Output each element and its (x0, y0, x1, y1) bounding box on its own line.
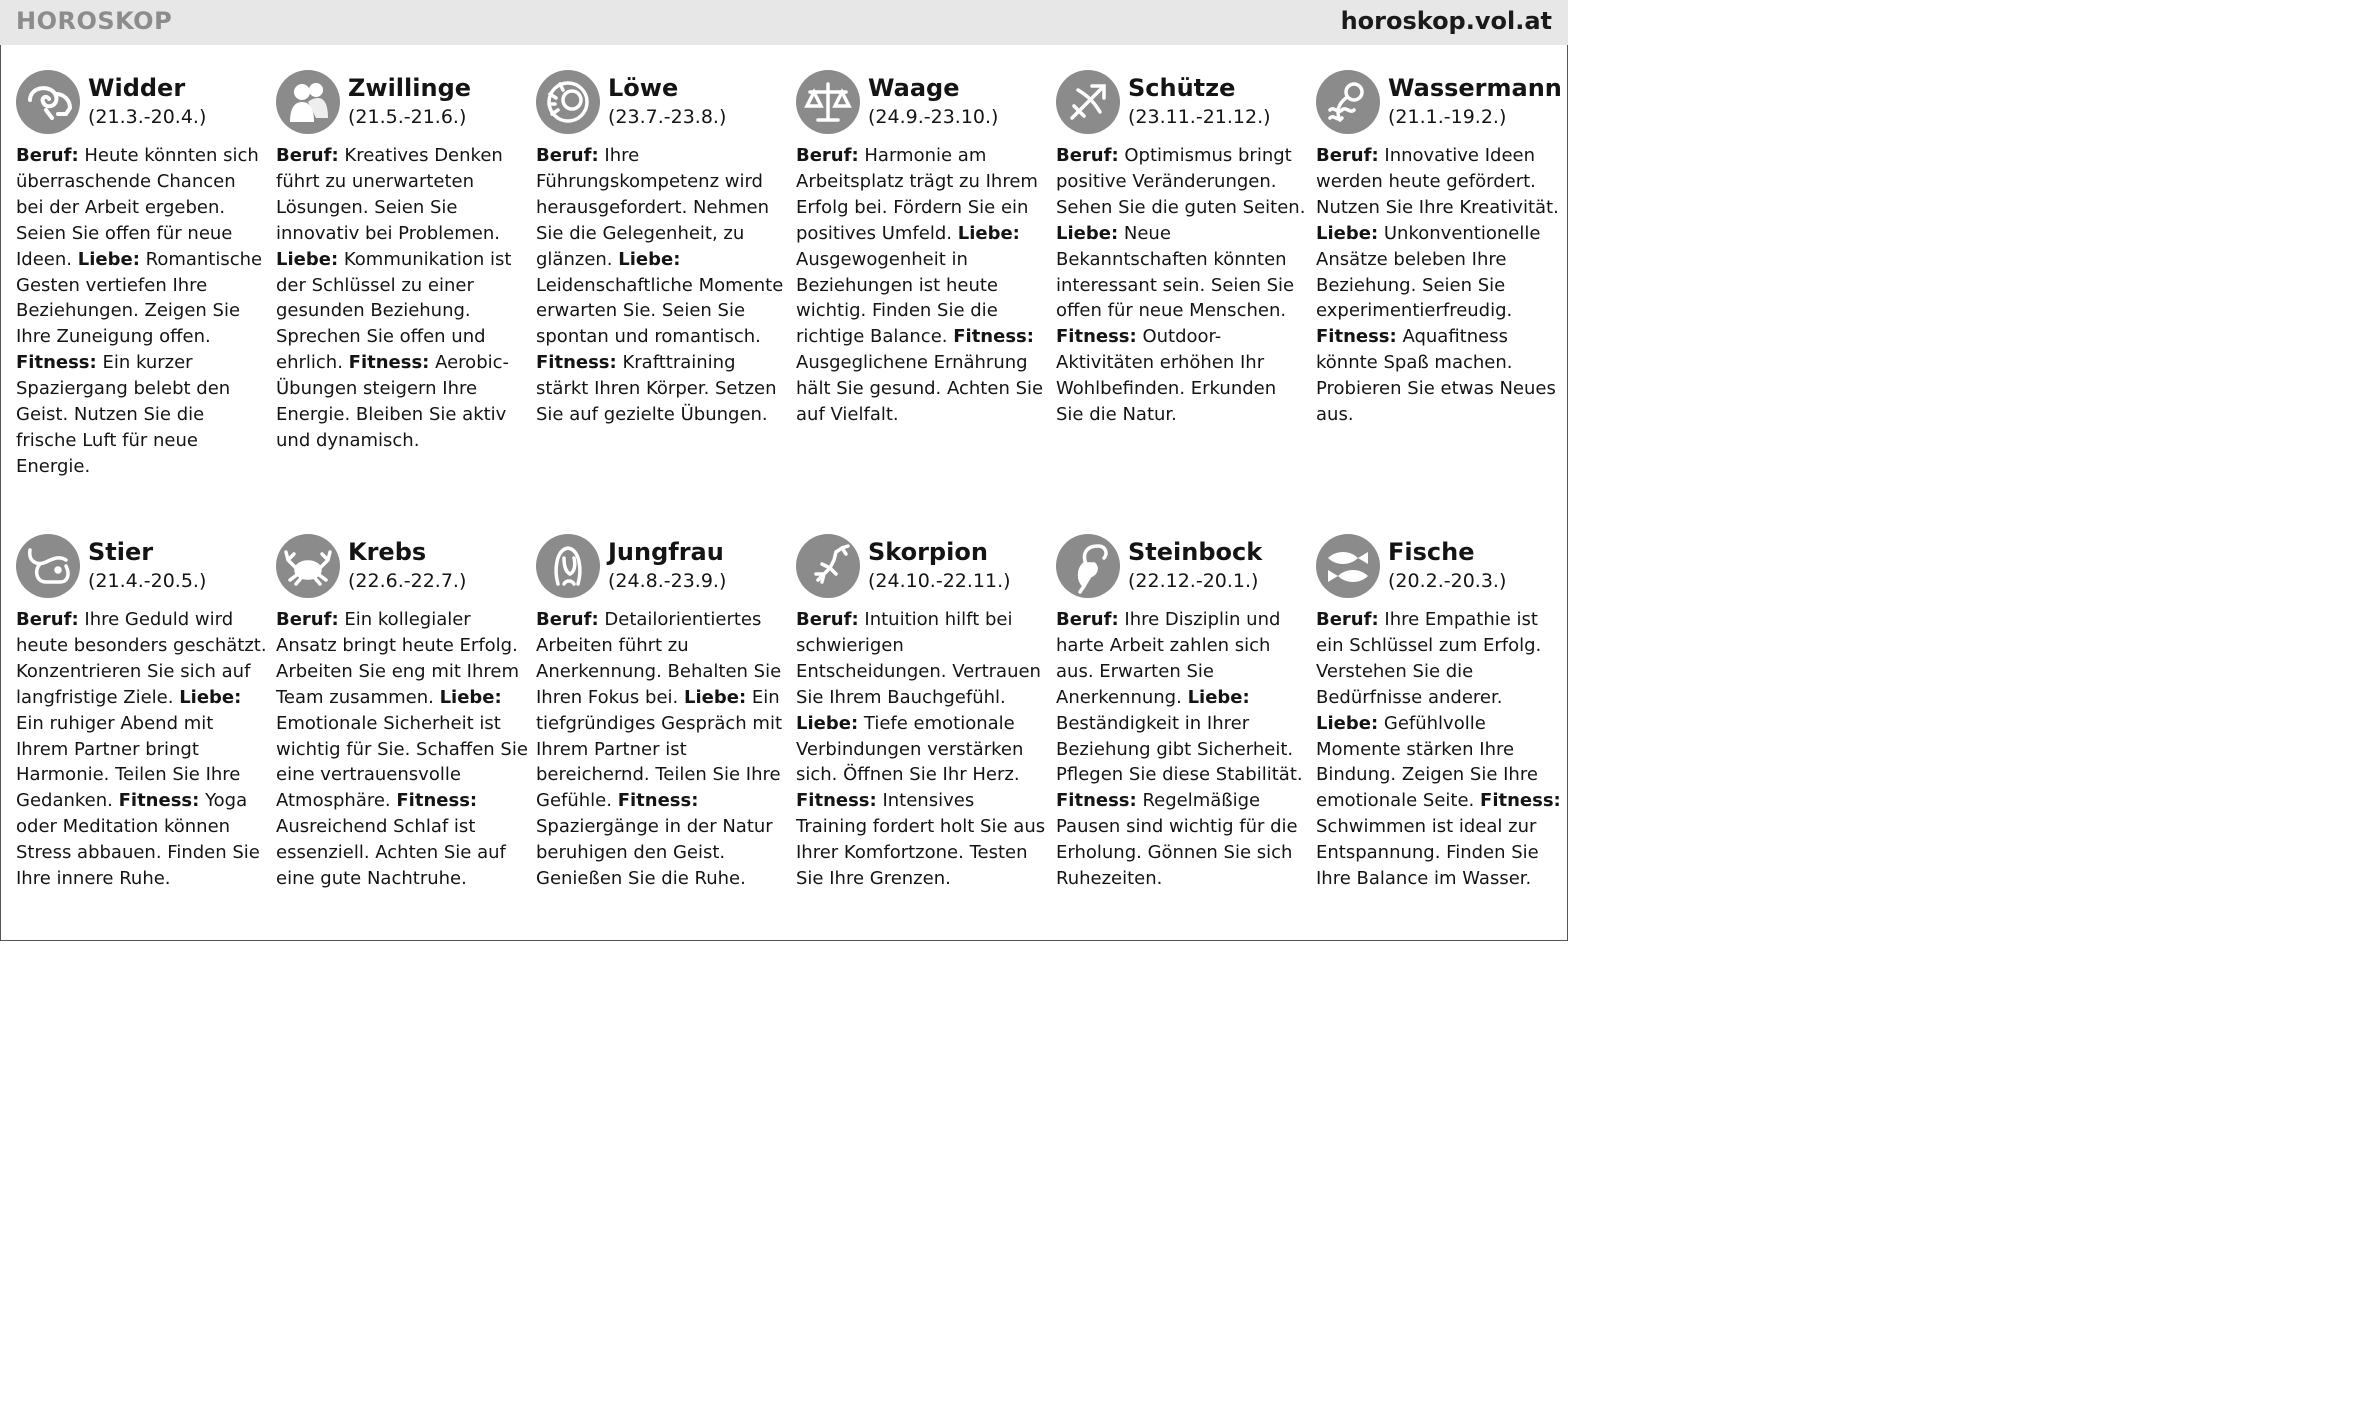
archer-icon (1056, 70, 1120, 134)
header-title: HOROSKOP (16, 7, 173, 35)
sign-name: Widder (88, 74, 186, 102)
fitness-text: Yoga oder Meditation können Stress abbauen. Finden Sie Ihre innere Ruhe. (16, 790, 260, 890)
beruf-label: Beruf: (16, 609, 79, 630)
beruf-label: Beruf: (536, 145, 599, 166)
fitness-label: Fitness: (617, 790, 699, 812)
fitness-text: Krafttraining stärkt Ihren Körper. Setzen Sie auf gezielte Übungen. (536, 352, 777, 426)
liebe-text: Gefühlvolle Momente stärken Ihre Bindung. Zeigen Sie Ihre emotionale Seite. (1316, 712, 1538, 812)
sign-name: Zwillinge (348, 74, 472, 102)
fitness-text: Spaziergänge in der Natur beruhigen den Geist. Genießen Sie die Ruhe. (536, 816, 773, 890)
sign-text (16, 143, 268, 480)
header-bar (0, 0, 1568, 45)
fitness-label: Fitness: (536, 352, 617, 374)
fitness-label: Fitness: (396, 790, 478, 812)
liebe-text: Neue Bekanntschaften könnten interessant sein. Seien Sie offen für neue Menschen. (1056, 222, 1295, 322)
liebe-text: Ein ruhiger Abend mit Ihrem Partner bringt Harmonie. Teilen Sie Ihre Gedanken. (16, 712, 241, 812)
beruf-label: Beruf: (796, 609, 859, 630)
fitness-label: Fitness: (1056, 790, 1137, 812)
beruf-text: Optimismus bringt positive Veränderungen. Sehen Sie die guten Seiten. (1056, 145, 1306, 218)
fitness-label: Fitness: (16, 352, 97, 374)
liebe-text: Ausgewogenheit in Beziehungen ist heute wichtig. Finden Sie die richtige Balance. (796, 248, 998, 348)
beruf-label: Beruf: (16, 145, 79, 166)
fitness-label: Fitness: (118, 790, 200, 812)
sign-text (1056, 607, 1308, 892)
liebe-text: Unkonventionelle Ansätze beleben Ihre Beziehung. Seien Sie experimentierfreudig. (1316, 222, 1541, 322)
beruf-text: Ein kollegialer Ansatz bringt heute Erfolg. Arbeiten Sie eng mit Ihrem Team zusammen. (276, 609, 519, 708)
lion-icon (536, 70, 600, 134)
liebe-label: Liebe: (618, 248, 681, 270)
sign-name: Fische (1388, 538, 1475, 566)
fitness-label: Fitness: (1056, 326, 1137, 348)
fitness-text: Ausreichend Schlaf ist essenziell. Achten Sie auf eine gute Nachtruhe. (276, 816, 506, 890)
virgin-icon (536, 534, 600, 598)
sign-dates: (22.12.-20.1.) (1128, 570, 1259, 592)
sign-name: Löwe (608, 74, 679, 102)
liebe-label: Liebe: (1316, 222, 1379, 244)
liebe-text: Kommunikation ist der Schlüssel zu einer gesunden Beziehung. Sprechen Sie offen und ehrlich. (276, 248, 512, 374)
liebe-label: Liebe: (1316, 712, 1379, 734)
sign-dates: (24.10.-22.11.) (868, 570, 1011, 592)
liebe-label: Liebe: (179, 686, 242, 708)
beruf-label: Beruf: (796, 145, 859, 166)
beruf-text: Innovative Ideen werden heute gefördert. Nutzen Sie Ihre Kreativität. (1316, 145, 1559, 218)
beruf-label: Beruf: (1056, 145, 1119, 166)
ram-icon (16, 70, 80, 134)
sign-text (1056, 143, 1308, 428)
liebe-label: Liebe: (276, 248, 339, 270)
goat-icon (1056, 534, 1120, 598)
liebe-label: Liebe: (684, 686, 747, 708)
sign-dates: (21.4.-20.5.) (88, 570, 207, 592)
liebe-label: Liebe: (77, 248, 140, 270)
sign-dates: (21.1.-19.2.) (1388, 106, 1507, 128)
sign-text (1316, 607, 1568, 892)
fitness-text: Ausgeglichene Ernährung hält Sie gesund. Achten Sie auf Vielfalt. (796, 352, 1044, 426)
beruf-label: Beruf: (276, 145, 339, 166)
beruf-label: Beruf: (276, 609, 339, 630)
scorpion-icon (796, 534, 860, 598)
sign-name: Wassermann (1388, 74, 1562, 102)
liebe-label: Liebe: (957, 222, 1020, 244)
liebe-label: Liebe: (1056, 222, 1119, 244)
sign-dates: (24.9.-23.10.) (868, 106, 999, 128)
beruf-label: Beruf: (1056, 609, 1119, 630)
beruf-text: Intuition hilft bei schwierigen Entscheidungen. Vertrauen Sie Ihrem Bauchgefühl. (796, 609, 1041, 708)
liebe-text: Romantische Gesten vertiefen Ihre Beziehungen. Zeigen Sie Ihre Zuneigung offen. (16, 248, 263, 348)
crab-icon (276, 534, 340, 598)
fitness-label: Fitness: (796, 790, 877, 812)
sign-name: Jungfrau (608, 538, 724, 566)
bull-icon (16, 534, 80, 598)
beruf-text: Detailorientiertes Arbeiten führt zu Anerkennung. Behalten Sie Ihren Fokus bei. (536, 609, 782, 708)
liebe-label: Liebe: (1187, 686, 1250, 708)
fitness-label: Fitness: (1316, 326, 1397, 348)
liebe-text: Tiefe emotionale Verbindungen verstärken sich. Öffnen Sie Ihr Herz. (796, 712, 1024, 786)
fitness-label: Fitness: (1480, 790, 1561, 812)
beruf-label: Beruf: (536, 609, 599, 630)
sign-dates: (21.5.-21.6.) (348, 106, 467, 128)
sign-dates: (22.6.-22.7.) (348, 570, 467, 592)
sign-text (536, 607, 788, 892)
sign-name: Stier (88, 538, 154, 566)
beruf-text: Harmonie am Arbeitsplatz trägt zu Ihrem Erfolg bei. Fördern Sie ein positives Umfeld. (796, 145, 1038, 244)
sign-dates: (21.3.-20.4.) (88, 106, 207, 128)
sign-name: Waage (868, 74, 960, 102)
fitness-text: Outdoor-Aktivitäten erhöhen Ihr Wohlbefinden. Erkunden Sie die Natur. (1056, 326, 1277, 426)
liebe-label: Liebe: (796, 712, 859, 734)
beruf-label: Beruf: (1316, 145, 1379, 166)
sign-text (276, 607, 528, 892)
sign-name: Krebs (348, 538, 427, 566)
fitness-text: Ein kurzer Spaziergang belebt den Geist. Nutzen Sie die frische Luft für neue Energie. (16, 352, 231, 477)
sign-text (1316, 143, 1568, 428)
liebe-text: Beständigkeit in Ihrer Beziehung gibt Sicherheit. Pflegen Sie diese Stabilität. (1056, 712, 1303, 786)
sign-text (16, 607, 268, 892)
fitness-text: Aerobic-Übungen steigern Ihre Energie. Bleiben Sie aktiv und dynamisch. (276, 352, 510, 451)
fitness-label: Fitness: (348, 352, 430, 374)
beruf-text: Ihre Geduld wird heute besonders geschätzt. Konzentrieren Sie sich auf langfristige Ziele. (16, 609, 267, 708)
beruf-label: Beruf: (1316, 609, 1379, 630)
header-site: horoskop.vol.at (1340, 7, 1552, 35)
sign-name: Schütze (1128, 74, 1236, 102)
sign-name: Skorpion (868, 538, 988, 566)
beruf-text: Ihre Führungskompetenz wird herausgefordert. Nehmen Sie die Gelegenheit, zu glänzen. (536, 145, 769, 270)
beruf-text: Kreatives Denken führt zu unerwarteten Lösungen. Seien Sie innovativ bei Problemen. (276, 145, 503, 244)
fitness-text: Schwimmen ist ideal zur Entspannung. Finden Sie Ihre Balance im Wasser. (1316, 816, 1539, 890)
fitness-text: Regelmäßige Pausen sind wichtig für die Erholung. Gönnen Sie sich Ruhezeiten. (1056, 790, 1298, 890)
sign-dates: (24.8.-23.9.) (608, 570, 727, 592)
water-bearer-icon (1316, 70, 1380, 134)
twins-icon (276, 70, 340, 134)
beruf-text: Ihre Empathie ist ein Schlüssel zum Erfolg. Verstehen Sie die Bedürfnisse anderer. (1316, 609, 1542, 708)
liebe-text: Emotionale Sicherheit ist wichtig für Sie. Schaffen Sie eine vertrauensvolle Atmosphäre. (276, 712, 528, 812)
beruf-text: Heute könnten sich überraschende Chancen bei der Arbeit ergeben. Seien Sie offen für neue Ideen. (16, 145, 259, 270)
liebe-text: Ein tiefgründiges Gespräch mit Ihrem Partner ist bereichernd. Teilen Sie Ihre Gefühle. (536, 686, 783, 812)
sign-text (796, 607, 1048, 892)
liebe-text: Leidenschaftliche Momente erwarten Sie. Seien Sie spontan und romantisch. (536, 274, 784, 348)
sign-dates: (23.7.-23.8.) (608, 106, 727, 128)
sign-text (796, 143, 1048, 428)
scales-icon (796, 70, 860, 134)
sign-dates: (20.2.-20.3.) (1388, 570, 1507, 592)
sign-text (536, 143, 788, 428)
sign-dates: (23.11.-21.12.) (1128, 106, 1271, 128)
beruf-text: Ihre Disziplin und harte Arbeit zahlen sich aus. Erwarten Sie Anerkennung. (1056, 609, 1281, 708)
sign-name: Steinbock (1128, 538, 1263, 566)
fitness-text: Aquafitness könnte Spaß machen. Probieren Sie etwas Neues aus. (1316, 326, 1556, 426)
fitness-label: Fitness: (953, 326, 1034, 348)
fitness-text: Intensives Training fordert holt Sie aus Ihrer Komfortzone. Testen Sie Ihre Grenzen. (796, 790, 1046, 890)
liebe-label: Liebe: (439, 686, 502, 708)
sign-text (276, 143, 528, 454)
fish-icon (1316, 534, 1380, 598)
